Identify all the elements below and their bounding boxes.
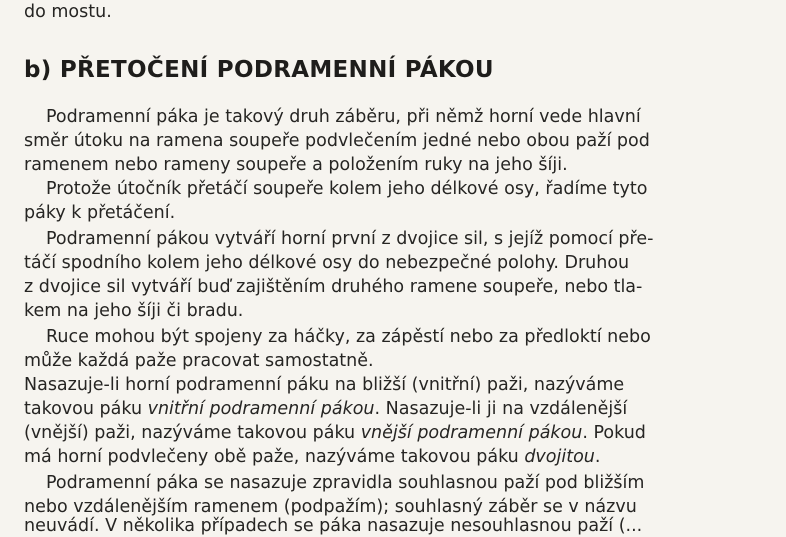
p5-line-4-tail: .: [594, 447, 601, 467]
p6-line-3: neuvádí. V několika případech se páka nasazuje nesouhlasnou paží (...: [24, 516, 643, 536]
p3-line-4: kem na jeho šíji či bradu.: [24, 301, 244, 321]
p1-line-2: směr útoku na ramena soupeře podvlečením jedné nebo obou paží pod: [24, 131, 650, 151]
p5-line-4: [24, 446, 764, 468]
p6-line-1: Podramenní páka se nasazuje zpravidla souhlasnou paží pod bližším: [46, 473, 645, 493]
p5-line-1: Nasazuje-li horní podramenní páku na bližší (vnitřní) paži, nazýváme: [24, 375, 625, 395]
p2-line-1: Protože útočník přetáčí soupeře kolem jeho délkové osy, řadíme tyto: [46, 179, 648, 199]
p4-line-2: může každá paže pracovat samostatně.: [24, 351, 374, 371]
p3-line-2: táčí spodního kolem jeho délkové osy do nebezpečné polohy. Druhou: [24, 253, 630, 273]
p5-line-3-text: (vnější) paži, nazýváme takovou páku: [24, 423, 361, 443]
p3-line-3: z dvojice sil vytváří buď zajištěním druhého ramene soupeře, nebo tla-: [24, 277, 643, 297]
p6-line-3-clipped: [0, 515, 740, 536]
p6-line-2: nebo vzdálenějším ramenem (podpažím); souhlasný záběr se v názvu: [24, 497, 637, 517]
p5-line-2-text: takovou páku: [24, 399, 148, 419]
p5-term-double-lever: dvojitou: [524, 447, 595, 467]
p5-line-2-tail: . Nasazuje-li ji na vzdálenější: [374, 399, 628, 419]
previous-paragraph-end: do mostu.: [24, 2, 112, 22]
p1-line-3: ramenem nebo rameny soupeře a položením ruky na jeho šíji.: [24, 155, 568, 175]
p1-line-1: Podramenní páka je takový druh záběru, při němž horní vede hlavní: [46, 107, 641, 127]
p4-line-1: Ruce mohou být spojeny za háčky, za zápěstí nebo za předloktí nebo: [46, 327, 651, 347]
p3-line-1: Podramenní pákou vytváří horní první z dvojice sil, s jejíž pomocí pře-: [46, 229, 654, 249]
section-heading: b) PŘETOČENÍ PODRAMENNÍ PÁKOU: [24, 57, 494, 83]
p5-line-2: [24, 398, 764, 420]
p5-line-3-tail: . Pokud: [582, 423, 646, 443]
p5-term-inner-lever: vnitřní podramenní pákou: [147, 399, 375, 419]
p5-term-outer-lever: vnější podramenní pákou: [360, 423, 583, 443]
p5-line-3: [24, 422, 764, 444]
p2-line-2: páky k přetáčení.: [24, 203, 176, 223]
p5-line-4-text: má horní podvlečeny obě paže, nazýváme takovou páku: [24, 447, 525, 467]
